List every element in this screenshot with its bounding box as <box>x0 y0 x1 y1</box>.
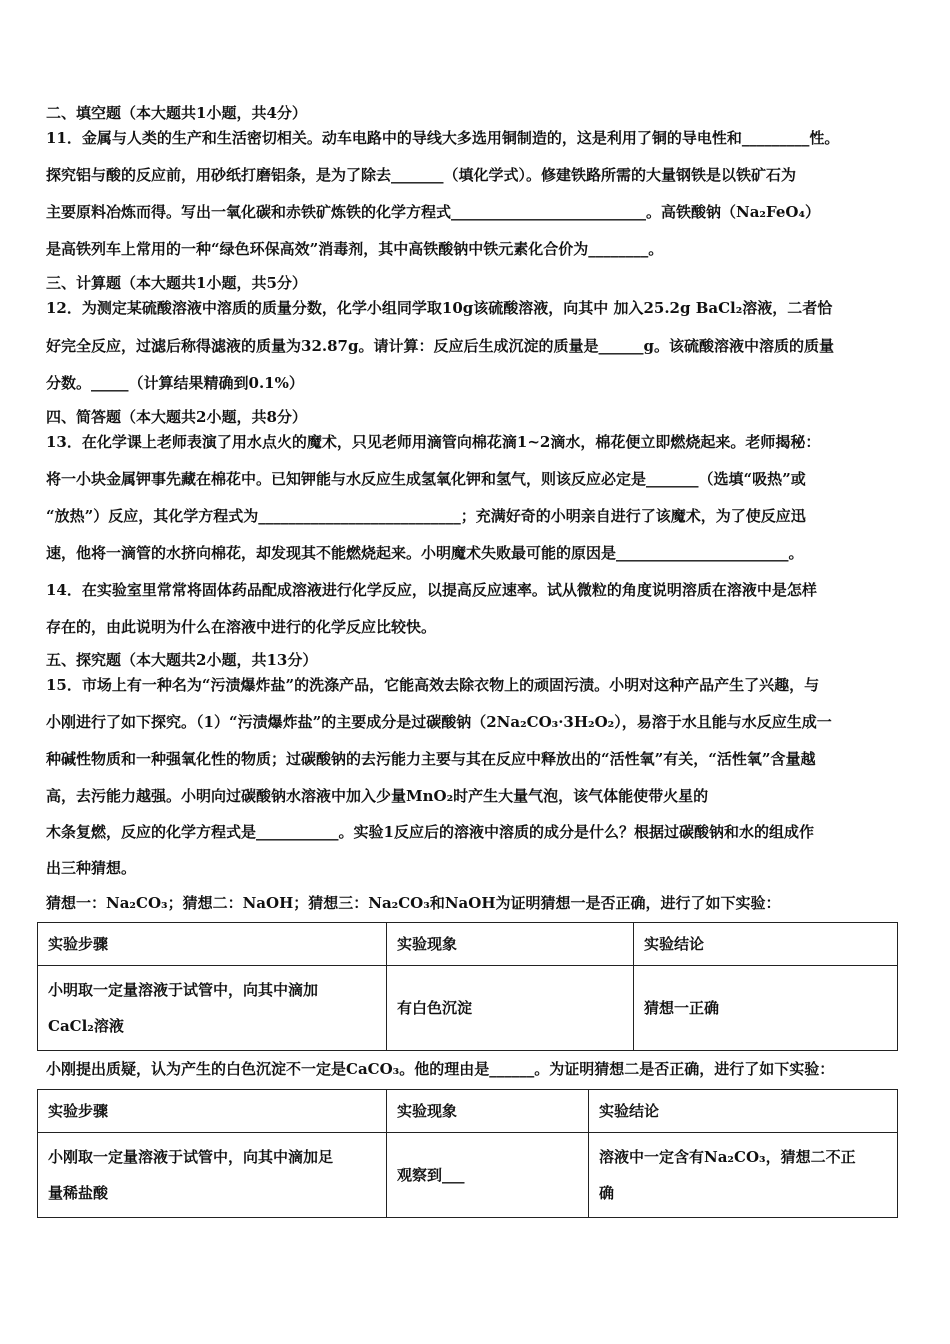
question-15-line-4: 高，去污能力越强。小明向过碳酸钠水溶液中加入少量MnO₂时产生大量气泡，该气体能使带火星的 <box>46 787 709 805</box>
conclusion-cell: 猜想一正确 <box>634 966 898 1051</box>
section-inquiry-heading: 五、探究题（本大题共2小题，共13分） <box>46 651 318 669</box>
step-text-line-2: 量稀盐酸 <box>48 1184 109 1202</box>
header-step: 实验步骤 <box>38 1090 387 1133</box>
question-12-line-2: 好完全反应，过滤后称得滤液的质量为32.87g。请计算：反应后生成沉淀的质量是______g。该硫酸溶液中溶质的质量 <box>46 337 834 355</box>
question-11-line-1: 11．金属与人类的生产和生活密切相关。动车电路中的导线大多选用铜制造的，这是利用了铜的导电性和_________性。 <box>46 129 840 147</box>
question-13-line-3: “放热”）反应，其化学方程式为___________________________；充满好奇的小明亲自进行了该魔术，为了使反应迅 <box>46 507 806 525</box>
experiment-table-1 <box>37 922 898 1051</box>
question-13-line-1: 13．在化学课上老师表演了用水点火的魔术，只见老师用滴管向棉花滴1~2滴水，棉花便立即燃烧起来。老师揭秘： <box>46 433 821 451</box>
question-12-line-1: 12．为测定某硫酸溶液中溶质的质量分数，化学小组同学取10g该硫酸溶液，向其中 加入25.2g BaCl₂溶液，二者恰 <box>46 299 833 317</box>
table-header-row <box>38 923 898 966</box>
question-15-line-1: 15．市场上有一种名为“污渍爆炸盐”的洗涤产品，它能高效去除衣物上的顽固污渍。小明对这种产品产生了兴趣，与 <box>46 676 820 694</box>
header-step: 实验步骤 <box>38 923 387 966</box>
header-conclusion: 实验结论 <box>634 923 898 966</box>
header-conclusion: 实验结论 <box>589 1090 898 1133</box>
experiment-table-2 <box>37 1089 898 1218</box>
section-calculation-heading: 三、计算题（本大题共1小题，共5分） <box>46 274 307 292</box>
step-text-line-2: CaCl₂溶液 <box>48 1017 124 1035</box>
question-11-line-2: 探究铝与酸的反应前，用砂纸打磨铝条，是为了除去_______（填化学式）。修建铁路所需的大量钢铁是以铁矿石为 <box>46 166 797 184</box>
section-fill-blank-heading: 二、填空题（本大题共1小题，共4分） <box>46 104 307 122</box>
conclusion-cell <box>589 1133 898 1218</box>
question-14-line-1: 14．在实验室里常常将固体药品配成溶液进行化学反应，以提高反应速率。试从微粒的角度说明溶质在溶液中是怎样 <box>46 581 817 599</box>
phenomenon-cell: 观察到___ <box>387 1133 589 1218</box>
step-cell <box>38 1133 387 1218</box>
table-header-row <box>38 1090 898 1133</box>
header-phenomenon: 实验现象 <box>387 923 634 966</box>
question-11-line-3: 主要原料冶炼而得。写出一氧化碳和赤铁矿炼铁的化学方程式__________________________。高铁酸钠（Na₂FeO₄） <box>46 203 821 221</box>
conclusion-text-line-2: 确 <box>599 1184 615 1202</box>
question-15-doubt-line: 小刚提出质疑，认为产生的白色沉淀不一定是CaCO₃。他的理由是______。为证明猜想二是否正确，进行了如下实验： <box>46 1060 835 1078</box>
header-phenomenon: 实验现象 <box>387 1090 589 1133</box>
question-13-line-4: 速，他将一滴管的水挤向棉花，却发现其不能燃烧起来。小明魔术失败最可能的原因是_______________________。 <box>46 544 804 562</box>
question-13-line-2: 将一小块金属钾事先藏在棉花中。已知钾能与水反应生成氢氧化钾和氢气，则该反应必定是_______（选填“吸热”或 <box>46 470 806 488</box>
table-row <box>38 966 898 1051</box>
question-15-line-3: 种碱性物质和一种强氧化性的物质；过碳酸钠的去污能力主要与其在反应中释放出的“活性氧”有关，“活性氧”含量越 <box>46 750 816 768</box>
question-15-line-2: 小刚进行了如下探究。（1）“污渍爆炸盐”的主要成分是过碳酸钠（2Na₂CO₃·3H₂O₂），易溶于水且能与水反应生成一 <box>46 713 832 731</box>
step-cell <box>38 966 387 1051</box>
question-15-line-5: 木条复燃，反应的化学方程式是___________。实验1反应后的溶液中溶质的成分是什么？根据过碳酸钠和水的组成作 <box>46 823 814 841</box>
question-15-line-6: 出三种猜想。 <box>46 859 137 877</box>
question-14-line-2: 存在的，由此说明为什么在溶液中进行的化学反应比较快。 <box>46 618 437 636</box>
table-row <box>38 1133 898 1218</box>
step-text-line-1: 小刚取一定量溶液于试管中，向其中滴加足 <box>48 1148 334 1166</box>
question-12-line-3: 分数。_____（计算结果精确到0.1%） <box>46 374 304 392</box>
question-11-line-4: 是高铁列车上常用的一种“绿色环保高效”消毒剂，其中高铁酸钠中铁元素化合价为________。 <box>46 240 664 258</box>
phenomenon-cell: 有白色沉淀 <box>387 966 634 1051</box>
section-short-answer-heading: 四、简答题（本大题共2小题，共8分） <box>46 408 307 426</box>
conclusion-text-line-1: 溶液中一定含有Na₂CO₃，猜想二不正 <box>599 1148 856 1166</box>
hypotheses-line: 猜想一：Na₂CO₃；猜想二：NaOH；猜想三：Na₂CO₃和NaOH为证明猜想一是否正确，进行了如下实验： <box>46 894 781 912</box>
step-text-line-1: 小明取一定量溶液于试管中，向其中滴加 <box>48 981 319 999</box>
